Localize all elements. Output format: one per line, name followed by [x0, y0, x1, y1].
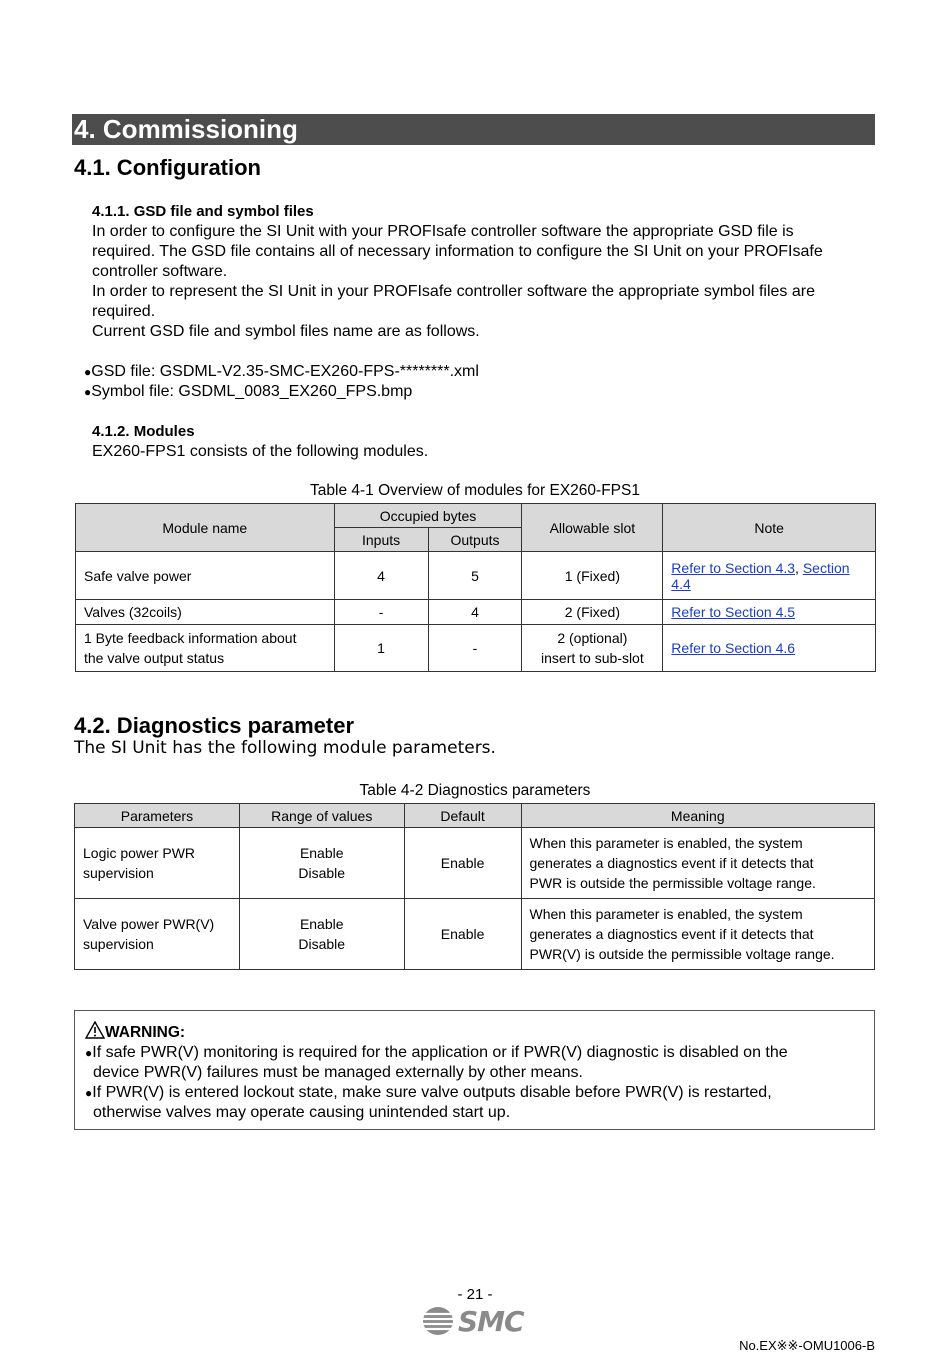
header-inputs: Inputs — [334, 528, 428, 552]
table-row — [75, 828, 875, 899]
cell-default: Enable — [404, 828, 521, 899]
cell-note — [663, 600, 876, 625]
warning-list — [85, 1043, 867, 1123]
bullet-icon: ● — [85, 1086, 93, 1100]
bullet-icon: ● — [85, 1046, 93, 1060]
section-link[interactable]: Refer to Section 4.5 — [671, 604, 796, 620]
subsection-title-gsd: 4.1.1. GSD file and symbol files — [92, 203, 314, 220]
cell-meaning: When this parameter is enabled, the system generates a diagnostics event if it detects that PWR is outside the permissible voltage range. — [521, 828, 874, 899]
cell-module-name: 1 Byte feedback information about the valve output status — [76, 625, 335, 672]
text-line: required. The GSD file contains all of necessary information to configure the SI Unit on your PROFIsafe — [92, 243, 823, 260]
cell-range: Enable Disable — [239, 899, 404, 970]
cell-inputs: 4 — [334, 552, 428, 600]
cell-outputs: 5 — [428, 552, 522, 600]
header-outputs: Outputs — [428, 528, 522, 552]
section-link[interactable]: Refer to Section 4.6 — [671, 640, 796, 656]
header-parameters: Parameters — [75, 804, 240, 828]
bullet-icon: ● — [84, 365, 92, 379]
header-allowable-slot: Allowable slot — [522, 504, 663, 552]
cell-module-name: Safe valve power — [76, 552, 335, 600]
section-link[interactable]: Section 4.4 — [671, 559, 850, 592]
file-list — [84, 362, 479, 402]
header-module-name: Module name — [76, 504, 335, 552]
cell-parameter: Valve power PWR(V) supervision — [75, 899, 240, 970]
header-default: Default — [404, 804, 521, 828]
list-item: ●Symbol file: GSDML_0083_EX260_FPS.bmp — [84, 383, 413, 400]
cell-slot: 2 (optional) insert to sub-slot — [522, 625, 663, 672]
section-link[interactable]: Refer to Section 4.3 — [671, 559, 796, 576]
cell-note — [663, 625, 876, 672]
cell-parameter: Logic power PWR supervision — [75, 828, 240, 899]
cell-outputs: 4 — [428, 600, 522, 625]
modules-table — [75, 503, 876, 672]
table-row — [76, 625, 876, 672]
subsection-title-modules: 4.1.2. Modules — [92, 423, 195, 440]
document-number: No.EX※※-OMU1006-B — [739, 1338, 875, 1353]
cell-slot: 2 (Fixed) — [522, 600, 663, 625]
cell-outputs: - — [428, 625, 522, 672]
logo-text: SMC — [458, 1305, 524, 1338]
diagnostics-intro: The SI Unit has the following module parameters. — [74, 738, 496, 758]
header-note: Note — [663, 504, 876, 552]
section-title-configuration: 4.1. Configuration — [74, 155, 261, 180]
cell-slot: 1 (Fixed) — [522, 552, 663, 600]
diagnostics-table — [74, 803, 875, 970]
cell-meaning: When this parameter is enabled, the system generates a diagnostics event if it detects that PWR(V) is outside the permissible voltage range. — [521, 899, 874, 970]
text-line: In order to configure the SI Unit with your PROFIsafe controller software the appropriate GSD file is — [92, 223, 794, 240]
cell-default: Enable — [404, 899, 521, 970]
header-range: Range of values — [239, 804, 404, 828]
cell-range: Enable Disable — [239, 828, 404, 899]
text-line: controller software. — [92, 263, 228, 280]
list-item: ●If PWR(V) is entered lockout state, make sure valve outputs disable before PWR(V) is restarted, otherwise valves may operate causing unintended start up. — [85, 1084, 772, 1121]
section-title-diagnostics: 4.2. Diagnostics parameter — [74, 713, 355, 738]
table-row — [76, 600, 876, 625]
cell-inputs: - — [334, 600, 428, 625]
text-line: required. — [92, 303, 156, 320]
warning-heading: WARNING: — [85, 1021, 185, 1042]
cell-inputs: 1 — [334, 625, 428, 672]
list-item: ●If safe PWR(V) monitoring is required for the application or if PWR(V) diagnostic is disabled on the device PWR(V) failures must be managed externally by other means. — [85, 1044, 788, 1081]
chapter-title: 4. Commissioning — [72, 114, 875, 145]
page-number: - 21 - — [457, 1286, 493, 1303]
table1-caption: Table 4-1 Overview of modules for EX260-FPS1 — [310, 482, 640, 499]
table2-caption: Table 4-2 Diagnostics parameters — [359, 782, 591, 799]
modules-intro: EX260-FPS1 consists of the following modules. — [92, 443, 429, 460]
text-line: In order to represent the SI Unit in your PROFIsafe controller software the appropriate symbol files are — [92, 283, 815, 300]
warning-triangle-icon — [85, 1021, 105, 1039]
warning-box — [74, 1010, 875, 1130]
header-meaning: Meaning — [521, 804, 874, 828]
list-item: ●GSD file: GSDML-V2.35-SMC-EX260-FPS-********.xml — [84, 363, 479, 380]
cell-module-name: Valves (32coils) — [76, 600, 335, 625]
gsd-description — [92, 222, 872, 342]
bullet-icon: ● — [84, 385, 92, 399]
table-row — [75, 899, 875, 970]
text-line: Current GSD file and symbol files name are as follows. — [92, 323, 480, 340]
smc-logo — [422, 1305, 532, 1337]
cell-note: Refer to Section 4.3, Section 4.4 — [663, 552, 876, 600]
header-occupied-bytes: Occupied bytes — [334, 504, 522, 528]
table-row — [76, 552, 876, 600]
